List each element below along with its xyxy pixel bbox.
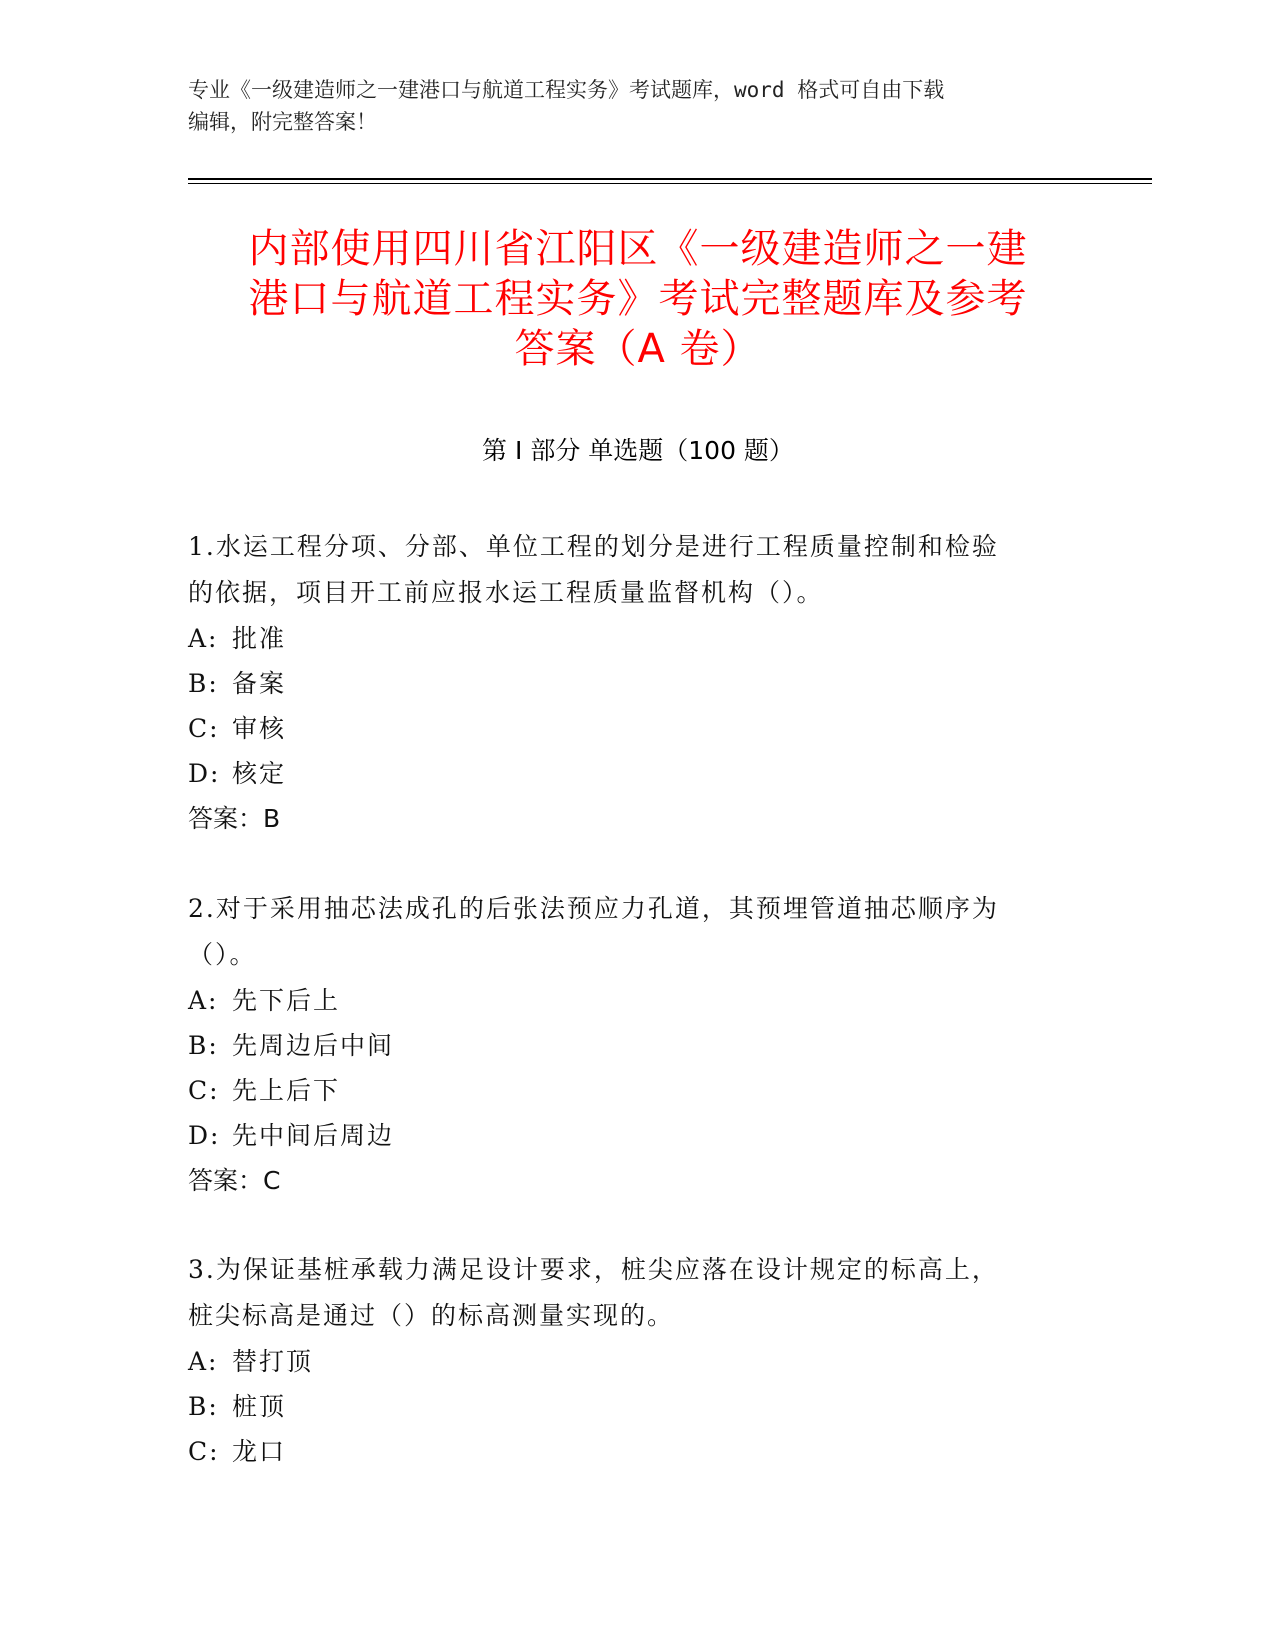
- option-d: [188, 1113, 1088, 1158]
- question-stem-line-1: 3.为保证基桩承载力满足设计要求，桩尖应落在设计规定的标高上，: [188, 1255, 999, 1284]
- question-1: [188, 524, 1088, 842]
- option-b: [188, 661, 1088, 706]
- question-stem-line-2: 桩尖标高是通过（）的标高测量实现的。: [188, 1301, 675, 1330]
- document-title-line-1: 内部使用四川省江阳区《一级建造师之一建: [248, 226, 1028, 272]
- header-note-line-1: 专业《一级建造师之一建港口与航道工程实务》考试题库，word 格式可自由下载: [188, 78, 945, 102]
- option-key: D:: [188, 1121, 221, 1150]
- header-note: [188, 74, 1088, 138]
- document-title-line-3: 答案（A 卷）: [514, 326, 762, 372]
- section-heading: 第 I 部分 单选题（100 题）: [482, 436, 794, 465]
- option-key: C:: [188, 1437, 220, 1466]
- question-stem-line-2: （）。: [188, 940, 257, 969]
- option-a: [188, 978, 1088, 1023]
- header-divider-thick: [188, 178, 1152, 180]
- option-text: 批准: [232, 624, 287, 653]
- option-text: 备案: [232, 669, 287, 698]
- option-key: A:: [188, 986, 219, 1015]
- option-b: [188, 1384, 1088, 1429]
- option-key: D:: [188, 759, 221, 788]
- document-title-line-2: 港口与航道工程实务》考试完整题库及参考: [248, 276, 1028, 322]
- option-c: [188, 706, 1088, 751]
- option-text: 桩顶: [232, 1392, 287, 1421]
- option-b: [188, 1023, 1088, 1068]
- answer-line: 答案：C: [188, 1166, 281, 1195]
- question-2: [188, 886, 1088, 1204]
- option-key: B:: [188, 1392, 219, 1421]
- option-c: [188, 1068, 1088, 1113]
- option-text: 替打顶: [232, 1347, 314, 1376]
- answer-line: 答案：B: [188, 804, 281, 833]
- question-stem-line-1: 1.水运工程分项、分部、单位工程的划分是进行工程质量控制和检验: [188, 532, 999, 561]
- option-key: C:: [188, 714, 220, 743]
- question-stem-line-2: 的依据，项目开工前应报水运工程质量监督机构（）。: [188, 578, 824, 607]
- question-stem-line-1: 2.对于采用抽芯法成孔的后张法预应力孔道，其预埋管道抽芯顺序为: [188, 894, 999, 923]
- option-key: C:: [188, 1076, 220, 1105]
- option-a: [188, 1339, 1088, 1384]
- header-note-line-2: 编辑，附完整答案！: [188, 110, 377, 134]
- header-divider-thin: [188, 183, 1152, 184]
- option-text: 先周边后中间: [232, 1031, 395, 1060]
- option-text: 审核: [232, 714, 287, 743]
- option-key: B:: [188, 669, 219, 698]
- option-key: A:: [188, 624, 219, 653]
- document-title: [188, 224, 1088, 374]
- option-c: [188, 1429, 1088, 1474]
- option-text: 先下后上: [232, 986, 341, 1015]
- option-text: 龙口: [232, 1437, 287, 1466]
- option-text: 先上后下: [232, 1076, 341, 1105]
- option-d: [188, 751, 1088, 796]
- question-3: [188, 1247, 1088, 1474]
- option-key: B:: [188, 1031, 219, 1060]
- option-key: A:: [188, 1347, 219, 1376]
- option-a: [188, 616, 1088, 661]
- option-text: 核定: [232, 759, 287, 788]
- option-text: 先中间后周边: [232, 1121, 395, 1150]
